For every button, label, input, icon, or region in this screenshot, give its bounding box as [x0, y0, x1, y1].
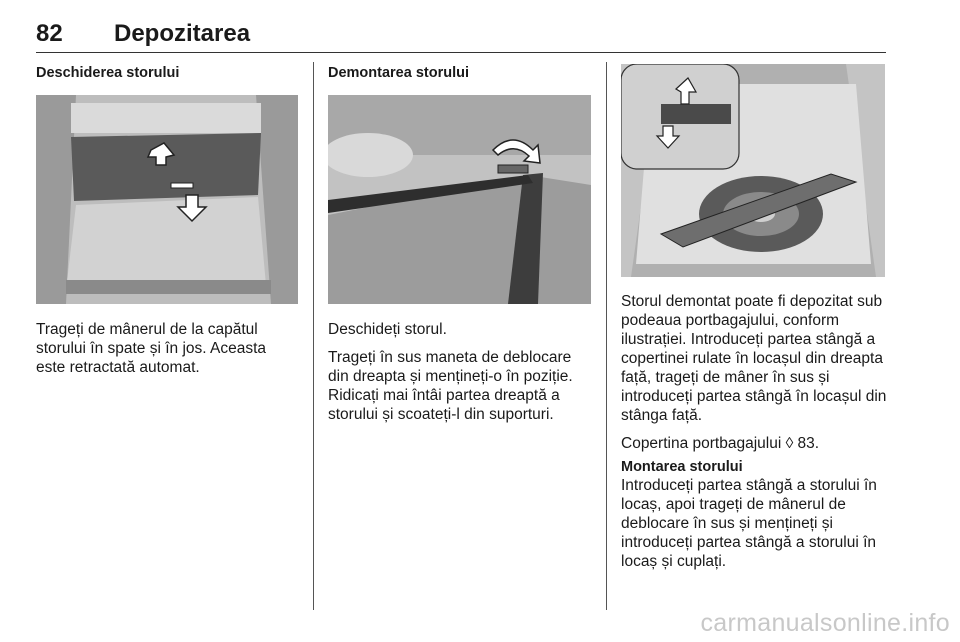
paragraph: Copertina portbagajului ◊ 83.	[621, 435, 820, 452]
column-divider-1	[313, 62, 314, 610]
watermark: carmanualsonline.info	[700, 609, 950, 637]
body-text-store-cover	[621, 292, 889, 462]
paragraph: Storul demontat poate fi depozitat sub podeaua portbagajului, conform ilustrației. Introduceți partea stângă a copertinei rulate în locașul din dreapta față, trageți de mâner în sus și introduceți partea stângă în locașul din stânga față.	[621, 293, 887, 424]
page-number: 82	[36, 20, 63, 47]
figure-store-cover	[621, 64, 885, 277]
header-rule	[36, 52, 886, 53]
section-heading-open-cover: Deschiderea storului	[36, 65, 180, 81]
paragraph: Trageți în sus maneta de deblocare din dreapta și mențineți-o în poziție. Ridicați mai întâi partea dreaptă a storului și scoateți-l din suporturi.	[328, 349, 573, 423]
section-heading-install-cover: Montarea storului	[621, 459, 743, 475]
body-text-remove-cover	[328, 320, 592, 433]
paragraph: Trageți de mânerul de la capătul storului în spate și în jos. Aceasta este retractată automat.	[36, 321, 267, 376]
column-divider-2	[606, 62, 607, 610]
figure-open-cover	[36, 95, 298, 304]
paragraph: Introduceți partea stângă a storului în locaș, apoi trageți de mânerul de deblocare în sus și mențineți și introduceți partea stângă a storului în locaș și cuplați.	[621, 477, 877, 570]
figure-remove-cover	[328, 95, 591, 304]
page-title: Depozitarea	[114, 20, 251, 47]
body-text-open-cover	[36, 320, 298, 386]
body-text-install-cover	[621, 476, 889, 580]
section-heading-remove-cover: Demontarea storului	[328, 65, 469, 81]
paragraph: Deschideți storul.	[328, 321, 447, 338]
